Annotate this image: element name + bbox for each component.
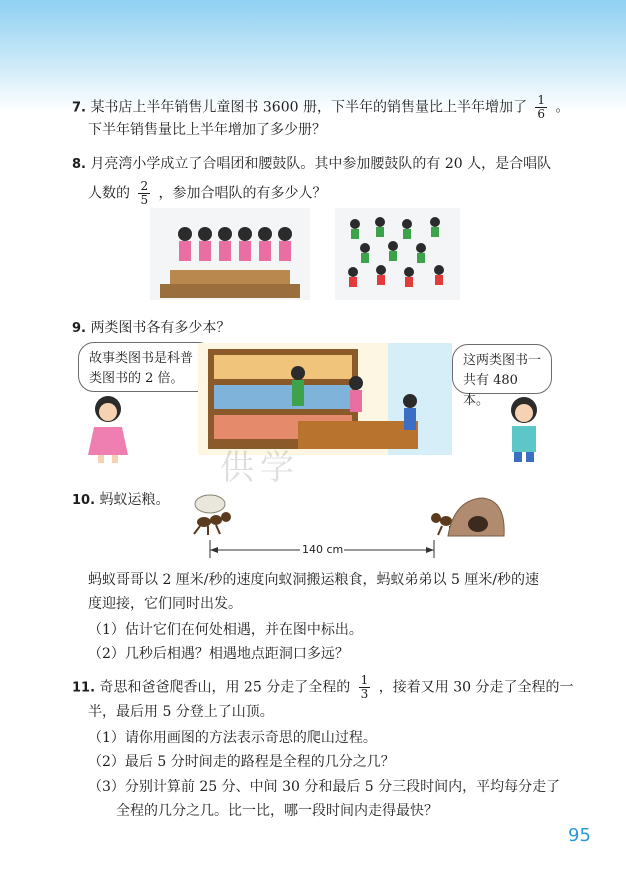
question-7-fraction bbox=[535, 94, 547, 121]
distance-label: 140 cm bbox=[302, 543, 344, 556]
question-10-line bbox=[72, 488, 169, 513]
question-8-number: 8. bbox=[72, 157, 86, 172]
question-11-sub3-line2: 全程的几分之几。比一比，哪一段时间内走得最快？ bbox=[116, 803, 438, 819]
speech-bubble-left: 故事类图书是科普类图书的 2 倍。 bbox=[78, 342, 214, 392]
question-7-text-b: 。 bbox=[555, 99, 570, 116]
question-8-fraction bbox=[138, 180, 150, 207]
question-11-fraction bbox=[359, 674, 371, 701]
ant-distance-diagram bbox=[186, 490, 506, 564]
fraction-numerator: 1 bbox=[537, 93, 546, 107]
watermark: 供学 bbox=[220, 448, 300, 488]
fraction-denominator: 3 bbox=[360, 687, 369, 701]
fraction-denominator: 6 bbox=[537, 107, 546, 121]
question-11-text-b: ，接着又用 30 分走了全程的一 bbox=[378, 679, 574, 696]
ant-carrying-food-icon bbox=[194, 495, 231, 535]
fraction-numerator: 2 bbox=[140, 179, 149, 193]
speech-bubble-right: 这两类图书一共有 480 本。 bbox=[452, 344, 552, 394]
question-8-line2 bbox=[88, 180, 327, 207]
question-10-desc-line1: 蚂蚁哥哥以 2 厘米/秒的速度向蚁洞搬运粮食，蚂蚁弟弟以 5 厘米/秒的速 bbox=[88, 572, 540, 588]
question-10-desc-line2: 度迎接，它们同时出发。 bbox=[88, 596, 242, 612]
fraction-denominator: 5 bbox=[140, 193, 149, 207]
question-10-sub2: （2）几秒后相遇？相遇地点距洞口多远？ bbox=[88, 646, 349, 662]
question-8-line1 bbox=[72, 152, 551, 177]
question-7-line2: 下半年销售量比上半年增加了多少册？ bbox=[88, 122, 326, 138]
question-11-text-a: 奇思和爸爸爬香山，用 25 分走了全程的 bbox=[99, 679, 351, 696]
question-11-line1 bbox=[72, 674, 573, 701]
question-8-text-b: ，参加合唱队的有多少人？ bbox=[158, 185, 327, 202]
question-7-number: 7. bbox=[72, 100, 86, 116]
question-11-sub1: （1）请你用画图的方法表示奇思的爬山过程。 bbox=[88, 730, 377, 746]
drum-team-illustration bbox=[335, 208, 460, 300]
question-10-title: 蚂蚁运粮。 bbox=[99, 492, 170, 508]
fraction-numerator: 1 bbox=[360, 673, 369, 687]
question-8-text: 月亮湾小学成立了合唱团和腰鼓队。其中参加腰鼓队的有 20 人，是合唱队 bbox=[90, 156, 552, 172]
page-number: 95 bbox=[568, 825, 591, 846]
ant-hole-icon bbox=[448, 498, 504, 536]
question-11-line2: 半，最后用 5 分登上了山顶。 bbox=[88, 704, 274, 720]
question-11-number: 11. bbox=[72, 680, 96, 696]
question-9-number: 9. bbox=[72, 321, 86, 336]
question-7-line1 bbox=[72, 94, 570, 121]
library-scene-illustration bbox=[198, 343, 452, 455]
girl-illustration bbox=[80, 393, 136, 465]
boy-illustration bbox=[494, 392, 556, 464]
question-11-sub2: （2）最后 5 分时间走的路程是全程的几分之几？ bbox=[88, 754, 395, 770]
question-8-text-a: 人数的 bbox=[88, 185, 130, 202]
choir-illustration bbox=[150, 208, 310, 300]
question-7-text-a: 某书店上半年销售儿童图书 3600 册，下半年的销售量比上半年增加了 bbox=[90, 99, 527, 116]
question-11-sub3-line1: （3）分别计算前 25 分、中间 30 分和最后 5 分三段时间内，平均每分走了 bbox=[88, 779, 561, 795]
question-9-text: 两类图书各有多少本？ bbox=[90, 320, 231, 336]
question-10-sub1: （1）估计它们在何处相遇，并在图中标出。 bbox=[88, 622, 363, 638]
question-10-number: 10. bbox=[72, 493, 96, 508]
question-9-line bbox=[72, 316, 230, 341]
